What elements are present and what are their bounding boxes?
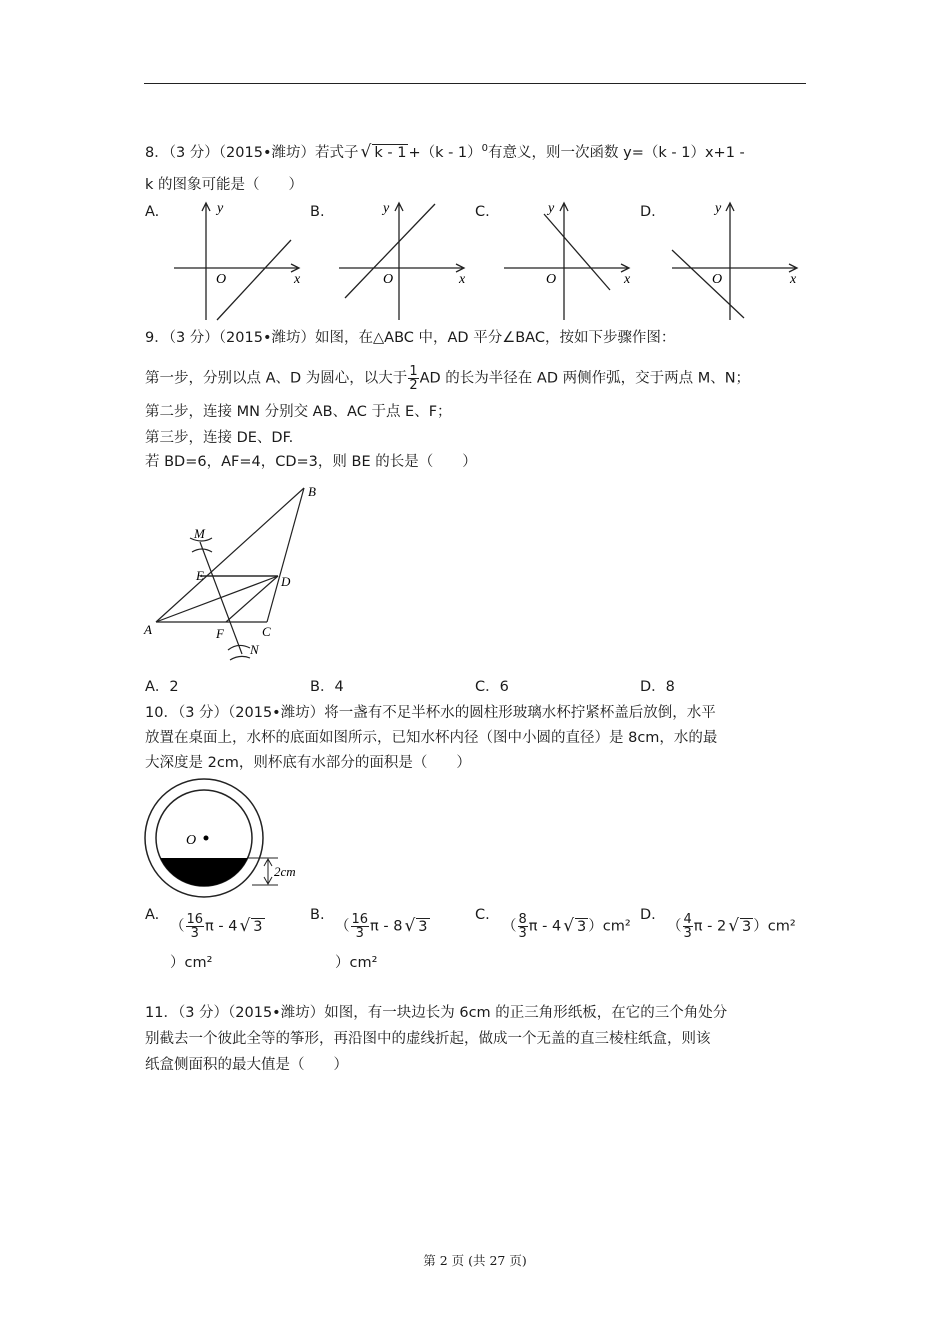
q10-option-b-expr: （ $\frac{16}{3}$ π - 8 √ 3 bbox=[335, 912, 428, 941]
center-label: O bbox=[186, 833, 197, 848]
q8-radicand: k - 1 bbox=[374, 144, 407, 161]
q8-graph-a bbox=[170, 198, 310, 323]
q9-step1: 第一步，分别以点 A、D 为圆心，以大于 $\frac{1}{2}$ AD 的长为半径在 AD 两侧作弧，交于两点 M、N； bbox=[145, 364, 751, 393]
point-f-label: F bbox=[216, 626, 224, 641]
radical-sign-icon: √ bbox=[360, 141, 372, 162]
q9-triangle-figure bbox=[140, 482, 320, 662]
q9-question: 若 BD=6，AF=4，CD=3，则 BE 的长是（ ） bbox=[145, 454, 477, 470]
q8-option-d-label: D. bbox=[640, 204, 656, 220]
point-e-label: E bbox=[196, 568, 204, 583]
q8-exponent: 0 bbox=[481, 143, 489, 154]
point-a-label: A bbox=[144, 622, 152, 637]
q9-step2: 第二步，连接 MN 分别交 AB、AC 于点 E、F； bbox=[145, 404, 452, 420]
x-axis-label: x bbox=[790, 272, 797, 287]
origin-label: O bbox=[712, 272, 723, 287]
q8-option-c-label: C. bbox=[475, 204, 490, 220]
q9-option-a: A．2 bbox=[145, 679, 179, 695]
q10-option-c-expr: （ $\frac{8}{3}$ π - 4 √ 3 ）cm² bbox=[502, 912, 631, 941]
q10-option-d-label: D. bbox=[640, 907, 656, 923]
q9-option-d: D．8 bbox=[640, 679, 675, 695]
q10-option-a-unit: ）cm² bbox=[170, 955, 213, 971]
q8-option-a-label: A. bbox=[145, 204, 160, 220]
q10-option-a-expr: （ $\frac{16}{3}$ π - 4 √ 3 bbox=[170, 912, 263, 941]
q9-step3: 第三步，连接 DE、DF. bbox=[145, 430, 294, 446]
q10-option-a-label: A. bbox=[145, 907, 160, 923]
header-rule bbox=[144, 83, 806, 84]
point-n-label: N bbox=[250, 642, 259, 657]
q8-line2: k 的图象可能是（ ） bbox=[145, 177, 304, 193]
page-footer: 第 2 页 (共 27 页) bbox=[423, 1253, 527, 1268]
fraction-one-half: $\frac{1}{2}$ bbox=[409, 364, 418, 393]
point-c-label: C bbox=[262, 624, 271, 639]
q10-cup-figure bbox=[140, 778, 320, 903]
q8-graph-d bbox=[668, 198, 808, 323]
y-axis-label: y bbox=[715, 201, 722, 216]
q9-option-b: B．4 bbox=[310, 679, 344, 695]
q11-line1: 11．（3 分）（2015•潍坊）如图，有一块边长为 6cm 的正三角形纸板，在它的三个角处分 bbox=[145, 1005, 728, 1021]
point-d-label: D bbox=[281, 574, 291, 589]
q8-graph-c bbox=[500, 198, 640, 323]
q11-line2: 别截去一个彼此全等的筝形，再沿图中的虚线折起，做成一个无盖的直三棱柱纸盒，则该 bbox=[145, 1031, 711, 1047]
point-m-label: M bbox=[194, 526, 205, 541]
q8-option-b-label: B. bbox=[310, 204, 325, 220]
q10-option-c-label: C. bbox=[475, 907, 490, 923]
q10-line1: 10．（3 分）（2015•潍坊）将一盏有不足半杯水的圆柱形玻璃水杯拧紧杯盖后放倒，水平 bbox=[145, 705, 716, 721]
origin-label: O bbox=[216, 272, 227, 287]
y-axis-label: y bbox=[383, 201, 390, 216]
q11-line3: 纸盒侧面积的最大值是（ ） bbox=[145, 1057, 348, 1073]
q10-option-b-label: B. bbox=[310, 907, 325, 923]
q10-option-b-unit: ）cm² bbox=[335, 955, 378, 971]
q9-line1: 9．（3 分）（2015•潍坊）如图，在△ABC 中，AD 平分∠BAC，按如下步骤作图： bbox=[145, 330, 676, 346]
origin-label: O bbox=[546, 272, 557, 287]
y-axis-label: y bbox=[217, 201, 224, 216]
x-axis-label: x bbox=[624, 272, 631, 287]
q8-line1: 8．（3 分）（2015•潍坊）若式子 √ k - 1 +（k - 1）$^0$有意义，则一次函数 y=（k - 1）x+1 - bbox=[145, 141, 745, 162]
depth-label: 2cm bbox=[274, 864, 296, 879]
q10-line2: 放置在桌面上，水杯的底面如图所示，已知水杯内径（图中小圆的直径）是 8cm，水的最 bbox=[145, 730, 718, 746]
q8-graph-b bbox=[335, 198, 475, 323]
q9-option-c: C．6 bbox=[475, 679, 509, 695]
point-b-label: B bbox=[308, 484, 316, 499]
x-axis-label: x bbox=[294, 272, 301, 287]
origin-label: O bbox=[383, 272, 394, 287]
q10-option-d-expr: （ $\frac{4}{3}$ π - 2 √ 3 ）cm² bbox=[667, 912, 796, 941]
q10-line3: 大深度是 2cm，则杯底有水部分的面积是（ ） bbox=[145, 755, 471, 771]
y-axis-label: y bbox=[548, 201, 555, 216]
x-axis-label: x bbox=[459, 272, 466, 287]
